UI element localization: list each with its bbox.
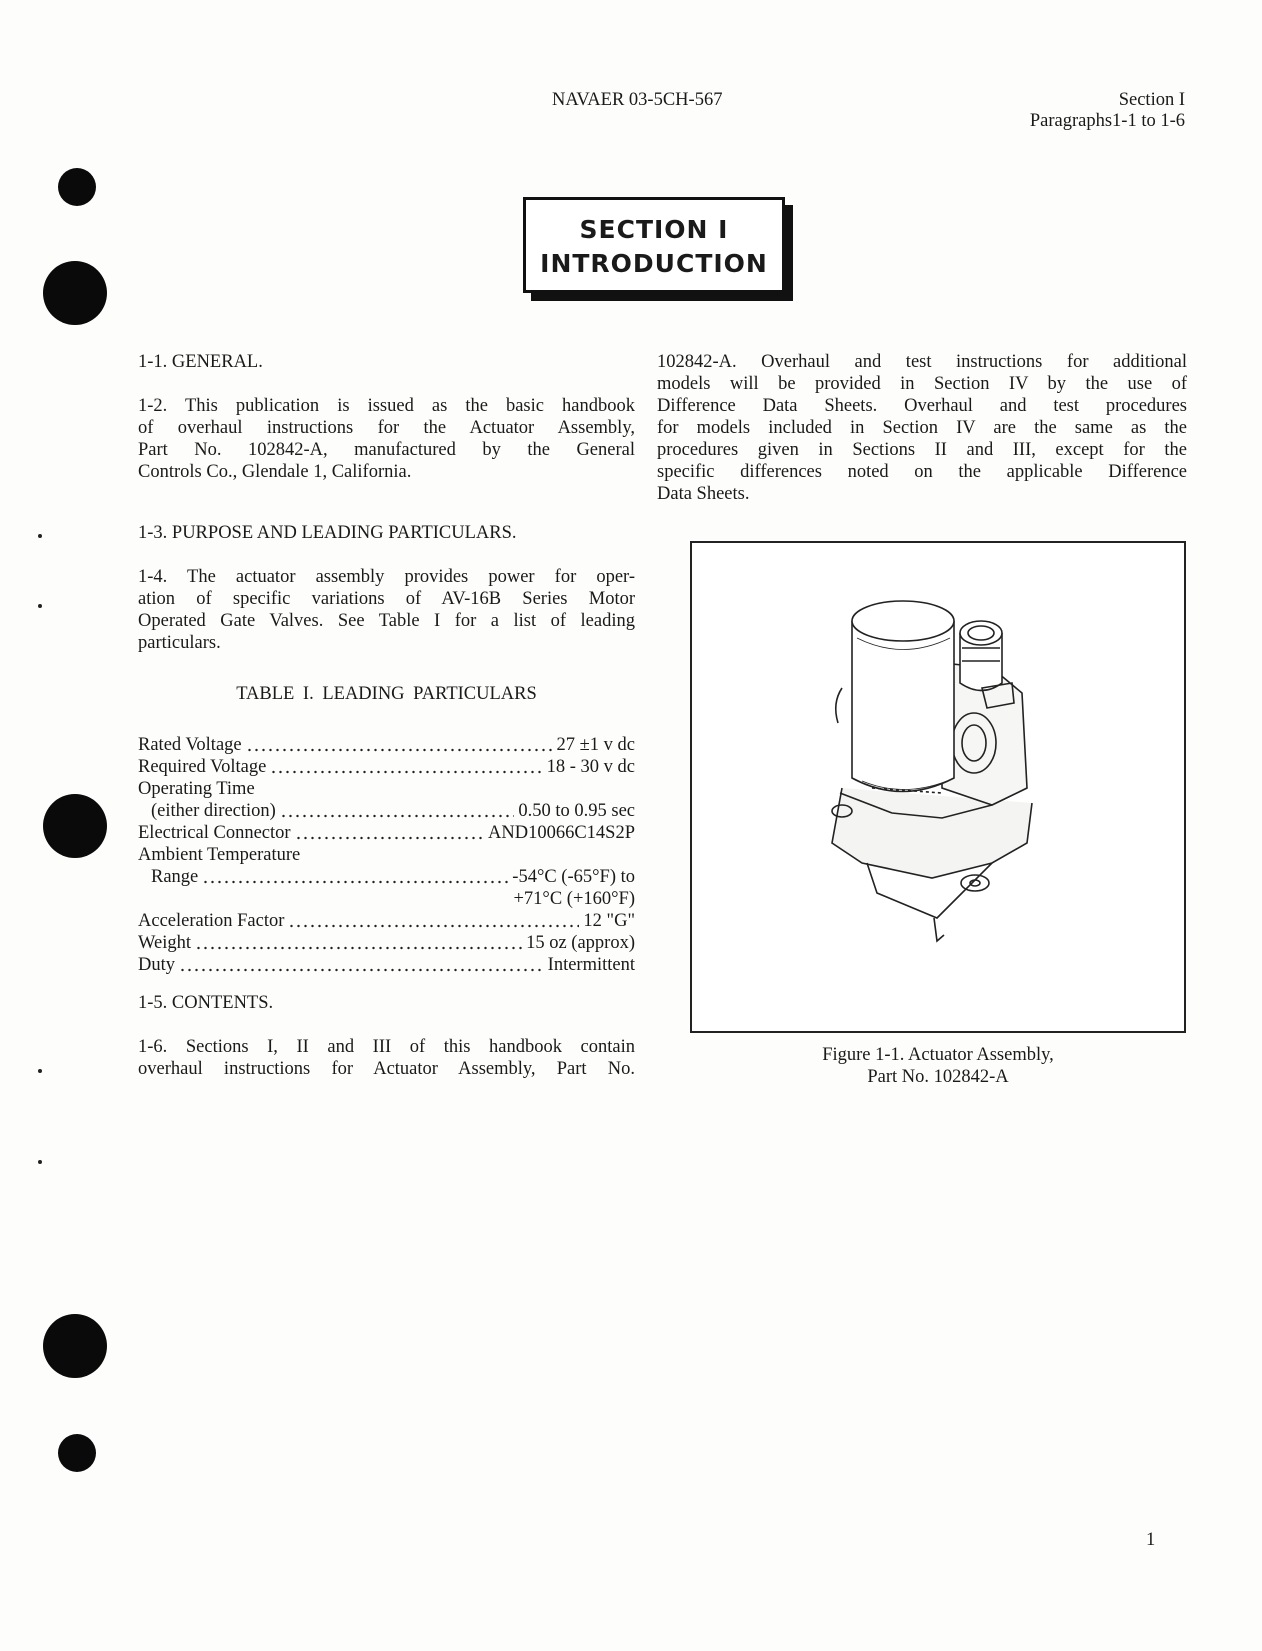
text-line: overhaul instructions for Actuator Assembly, Part No. [138,1059,635,1079]
scan-speck [38,604,42,608]
paragraph-1-5-heading: 1-5. CONTENTS. [138,993,274,1013]
leading-particulars-table [138,734,635,976]
row-value: 12 "G" [583,911,635,931]
text-line: specific differences noted on the applicable Difference [657,462,1187,482]
scan-speck [38,1069,42,1073]
row-value: AND10066C14S2P [488,823,635,843]
section-label: Section I [1118,90,1185,110]
text-line: particulars. [138,633,221,653]
row-label: Duty [138,955,175,975]
row-value: -54°C (-65°F) to [512,867,635,887]
paragraph-1-6-continued [657,351,1187,505]
dot-leader [280,814,515,818]
row-label: Electrical Connector [138,823,291,843]
row-value: 0.50 to 0.95 sec [518,801,635,821]
row-value: 18 - 30 v dc [546,757,635,777]
dot-leader [195,946,522,950]
punch-hole [58,168,96,206]
row-value: 27 ±1 v dc [556,735,635,755]
text-line: Difference Data Sheets. Overhaul and test procedures [657,396,1187,416]
table-row [138,866,635,888]
figure-frame [690,541,1186,1033]
figure-caption-line-1: Figure 1-1. Actuator Assembly, [822,1045,1054,1065]
row-label: Required Voltage [138,757,267,777]
text-line: Data Sheets. [657,484,750,504]
row-label: Acceleration Factor [138,911,285,931]
section-subheading: INTRODUCTION [540,249,768,278]
text-line: of overhaul instructions for the Actuator Assembly, [138,418,635,438]
text-line: Operated Gate Valves. See Table I for a list of leading [138,611,635,631]
punch-hole [43,261,107,325]
row-value: 15 oz (approx) [526,933,635,953]
text-line: Controls Co., Glendale 1, California. [138,462,412,482]
scan-speck [38,1160,42,1164]
text-line: procedures given in Sections II and III, except for the [657,440,1187,460]
section-title-box [523,197,785,293]
dot-leader [270,770,542,774]
punch-hole [58,1434,96,1472]
section-heading: SECTION I [579,215,729,244]
row-value: Intermittent [547,955,635,975]
row-label: Range [151,867,199,887]
row-label: Operating Time [138,779,255,799]
text-line: 102842-A. Overhaul and test instructions for additional [657,352,1187,372]
table-row [138,844,635,866]
table-row [138,800,635,822]
page-number: 1 [1146,1530,1156,1550]
paragraph-1-3-heading: 1-3. PURPOSE AND LEADING PARTICULARS. [138,523,517,543]
table-row [138,888,635,910]
dot-leader [179,968,544,972]
table-row [138,954,635,976]
table-row [138,932,635,954]
text-line: Part No. 102842-A, manufactured by the General [138,440,635,460]
table-row [138,910,635,932]
row-value: +71°C (+160°F) [513,889,635,909]
text-line: 1-6. Sections I, II and III of this handbook contain [138,1037,635,1057]
table-row [138,778,635,800]
row-label: (either direction) [151,801,276,821]
figure-caption-line-2: Part No. 102842-A [867,1067,1009,1087]
dot-leader [288,924,579,928]
punch-hole [43,1314,107,1378]
table-row [138,822,635,844]
text-line: 1-4. The actuator assembly provides power for oper- [138,567,635,587]
paragraph-1-2 [138,395,635,483]
document-number: NAVAER 03-5CH-567 [552,90,723,110]
paragraph-1-4 [138,566,635,654]
actuator-assembly-illustration [692,543,1184,1031]
paragraph-1-6 [138,1036,635,1080]
table-title: TABLE I. LEADING PARTICULARS [236,684,537,704]
text-line: ation of specific variations of AV-16B Series Motor [138,589,635,609]
paragraph-range: Paragraphs1-1 to 1-6 [1029,111,1185,131]
text-line: models will be provided in Section IV by the use of [657,374,1187,394]
dot-leader [295,836,484,840]
paragraph-1-1-heading: 1-1. GENERAL. [138,352,263,372]
table-row [138,756,635,778]
dot-leader [202,880,508,884]
text-line: 1-2. This publication is issued as the basic handbook [138,396,635,416]
row-label: Ambient Temperature [138,845,301,865]
row-label: Rated Voltage [138,735,242,755]
scan-speck [38,534,42,538]
punch-hole [43,794,107,858]
row-label: Weight [138,933,191,953]
text-line: for models included in Section IV are the same as the [657,418,1187,438]
table-row [138,734,635,756]
dot-leader [246,748,553,752]
